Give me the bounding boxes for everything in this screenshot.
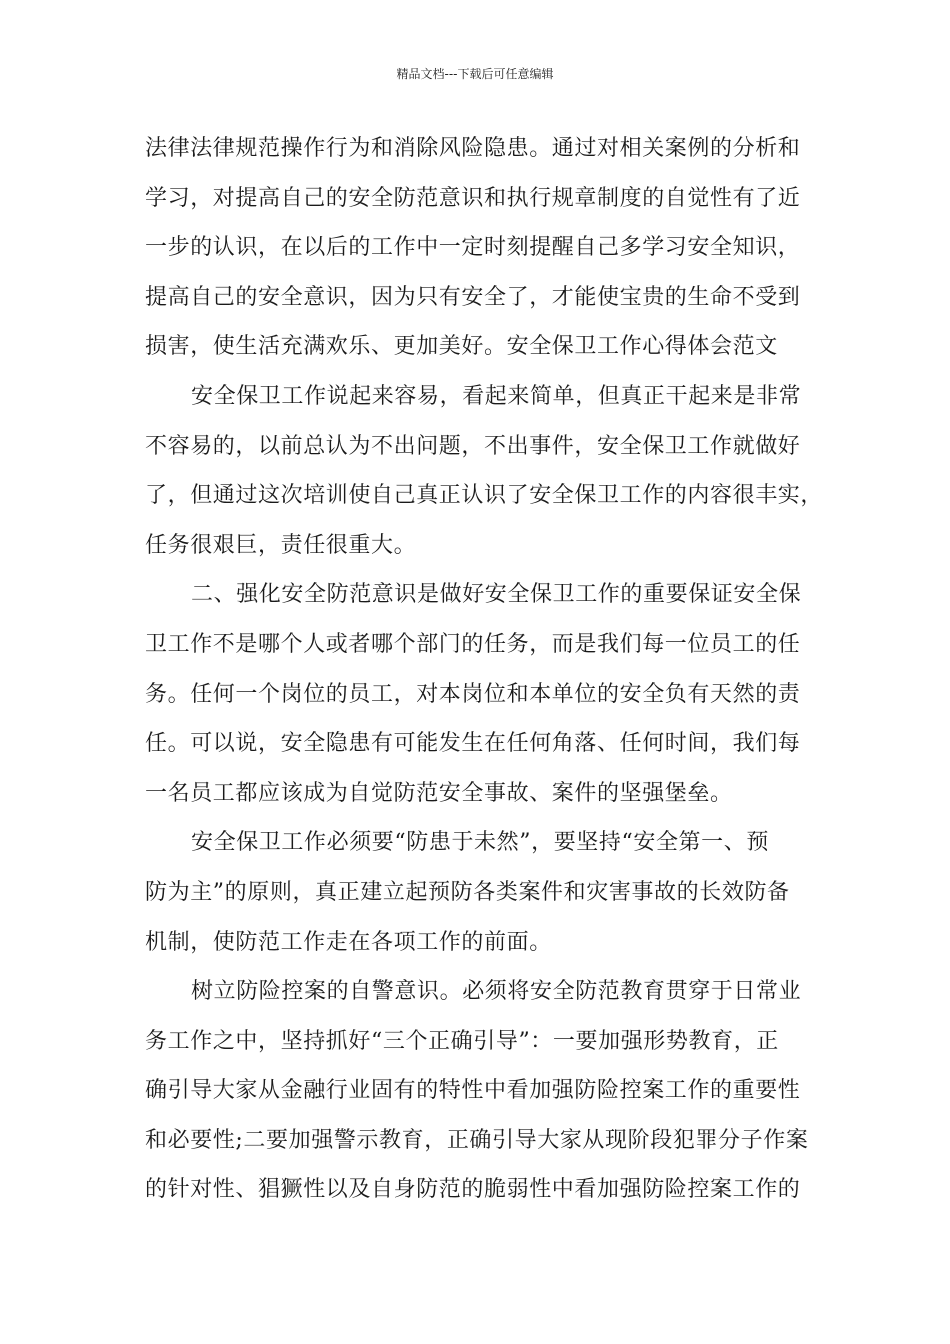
text-line: 机制，使防范工作走在各项工作的前面。 bbox=[145, 929, 552, 955]
text-line: 确引导大家从金融行业固有的特性中看加强防险控案工作的重要性 bbox=[145, 1078, 801, 1104]
text-line: 提高自己的安全意识，因为只有安全了，才能使宝贵的生命不受到 bbox=[145, 284, 801, 310]
text-line: 法律法律规范操作行为和消除风险隐患。通过对相关案例的分析和 bbox=[145, 136, 801, 161]
paragraph-start-line: 安全保卫工作说起来容易，看起来简单，但真正干起来是非常 bbox=[191, 383, 802, 409]
text-line: 损害，使生活充满欢乐、更加美好。安全保卫工作心得体会范文 bbox=[145, 334, 778, 360]
text-line: 务。任何一个岗位的员工，对本岗位和本单位的安全负有天然的责 bbox=[145, 681, 801, 707]
text-line: 一名员工都应该成为自觉防范安全事故、案件的坚强堡垒。 bbox=[145, 780, 733, 806]
text-line: 和必要性;二要加强警示教育，正确引导大家从现阶段犯罪分子作案 bbox=[145, 1127, 809, 1153]
paragraph-start-line: 安全保卫工作必须要“防患于未然”，要坚持“安全第一、预 bbox=[191, 830, 769, 856]
text-line: 学习，对提高自己的安全防范意识和执行规章制度的自觉性有了近 bbox=[145, 185, 801, 211]
text-line: 务工作之中，坚持抓好“三个正确引导”：一要加强形势教育，正 bbox=[145, 1028, 779, 1054]
paragraph-start-line: 树立防险控案的自警意识。必须将安全防范教育贯穿于日常业 bbox=[191, 979, 802, 1005]
paragraph-start-line: 二、强化安全防范意识是做好安全保卫工作的重要保证安全保 bbox=[191, 582, 802, 608]
text-line: 卫工作不是哪个人或者哪个部门的任务，而是我们每一位员工的任 bbox=[145, 631, 801, 657]
text-line: 了，但通过这次培训使自己真正认识了安全保卫工作的内容很丰实， bbox=[145, 483, 824, 509]
page-header: 精品文档---下载后可任意编辑 bbox=[396, 67, 554, 81]
text-line: 任务很艰巨，责任很重大。 bbox=[145, 532, 417, 558]
text-line: 不容易的，以前总认为不出问题，不出事件，安全保卫工作就做好 bbox=[145, 433, 801, 459]
text-line: 的针对性、猖獗性以及自身防范的脆弱性中看加强防险控案工作的 bbox=[145, 1177, 801, 1203]
text-line: 任。可以说，安全隐患有可能发生在任何角落、任何时间，我们每 bbox=[145, 731, 801, 757]
text-line: 防为主”的原则，真正建立起预防各类案件和灾害事故的长效防备 bbox=[145, 879, 790, 905]
document-body bbox=[145, 124, 835, 1215]
text-line: 一步的认识，在以后的工作中一定时刻提醒自己多学习安全知识， bbox=[145, 235, 801, 261]
